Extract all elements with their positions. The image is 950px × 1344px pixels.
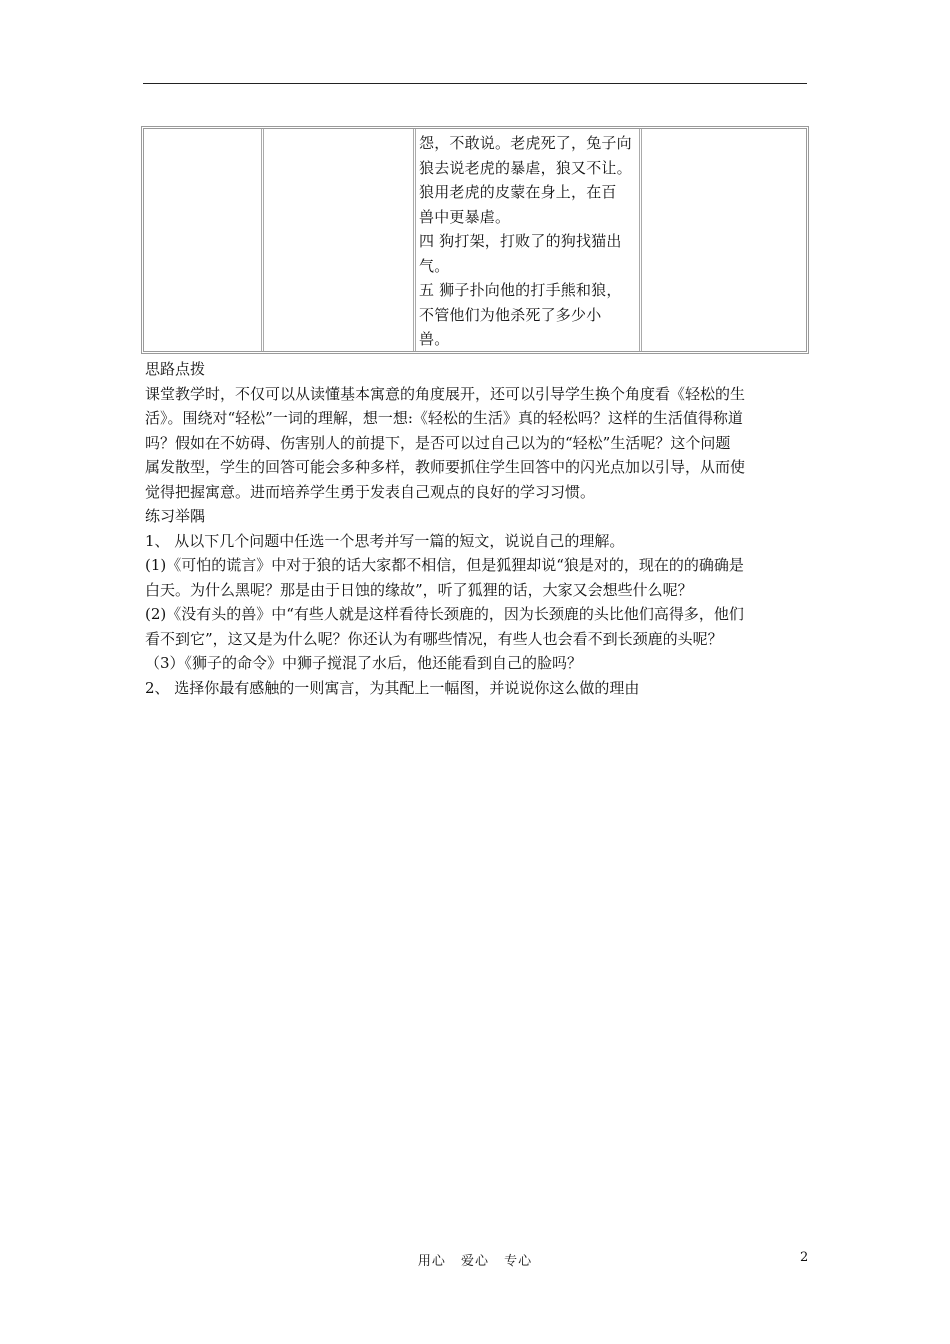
table-text-line: 兽。 <box>419 330 450 348</box>
body-text <box>145 357 815 700</box>
paragraph-line: 活》。围绕对“轻松”一词的理解，想一想:《轻松的生活》真的轻松吗？这样的生活值得称道 <box>145 409 743 427</box>
table-cell-1 <box>144 129 264 351</box>
paragraph-line: 属发散型，学生的回答可能会多种多样，教师要抓住学生回答中的闪光点加以引导，从而使 <box>145 458 746 476</box>
table-cell-4 <box>642 129 806 351</box>
exercise-subitem: (1)《可怕的谎言》中对于狼的话大家都不相信，但是狐狸却说“狼是对的，现在的的确确是 <box>145 556 744 574</box>
paragraph-line: 吗？假如在不妨碍、伤害别人的前提下，是否可以过自己以为的“轻松”生活呢？这个问题 <box>145 433 731 452</box>
table-text-line: 怨，不敢说。老虎死了，兔子向 <box>419 134 632 152</box>
page-number: 2 <box>800 1250 809 1265</box>
table-text-line: 狼用老虎的皮蒙在身上，在百 <box>419 183 617 201</box>
paragraph-line: 觉得把握寓意。进而培养学生勇于发表自己观点的良好的学习习惯。 <box>145 482 596 501</box>
exercise-subitem: 白天。为什么黑呢？那是由于日蚀的缘故”，听了狐狸的话，大家又会想些什么呢？ <box>145 580 693 599</box>
table-text-line: 五 狮子扑向他的打手熊和狼， <box>419 281 622 299</box>
paragraph-line: 课堂教学时，不仅可以从读懂基本寓意的角度展开，还可以引导学生换个角度看《轻松的生 <box>145 384 746 403</box>
exercise-subitem: 看不到它”，这又是为什么呢？你还认为有哪些情况，有些人也会看不到长颈鹿的头呢？ <box>145 629 723 648</box>
exercise-subitem: （3）《狮子的命令》中狮子搅混了水后，他还能看到自己的脸吗？ <box>145 654 583 672</box>
table-cell-3 <box>416 129 642 351</box>
table-text-line: 四 狗打架，打败了的狗找猫出 <box>419 232 622 250</box>
table-text-line: 狼去说老虎的暴虐，狼又不让。 <box>419 158 632 177</box>
header-rule <box>143 83 807 84</box>
table-cell-2 <box>264 129 416 351</box>
exercise-subitem: (2)《没有头的兽》中“有些人就是这样看待长颈鹿的，因为长颈鹿的头比他们高得多，他们 <box>145 605 744 623</box>
exercise-item: 2、 选择你最有感触的一则寓言，为其配上一幅图，并说说你这么做的理由 <box>145 678 640 697</box>
footer-motto: 用心 爱心 专心 <box>417 1254 533 1269</box>
table-text-line: 气。 <box>419 256 450 275</box>
content-table <box>141 126 809 354</box>
table-text-line: 兽中更暴虐。 <box>419 207 511 226</box>
section-heading-exercises: 练习举隅 <box>145 507 206 525</box>
section-heading-hints: 思路点拨 <box>145 360 206 378</box>
exercise-item: 1、 从以下几个问题中任选一个思考并写一篇的短文，说说自己的理解。 <box>145 531 625 550</box>
table-text-line: 不管他们为他杀死了多少小 <box>419 305 602 324</box>
